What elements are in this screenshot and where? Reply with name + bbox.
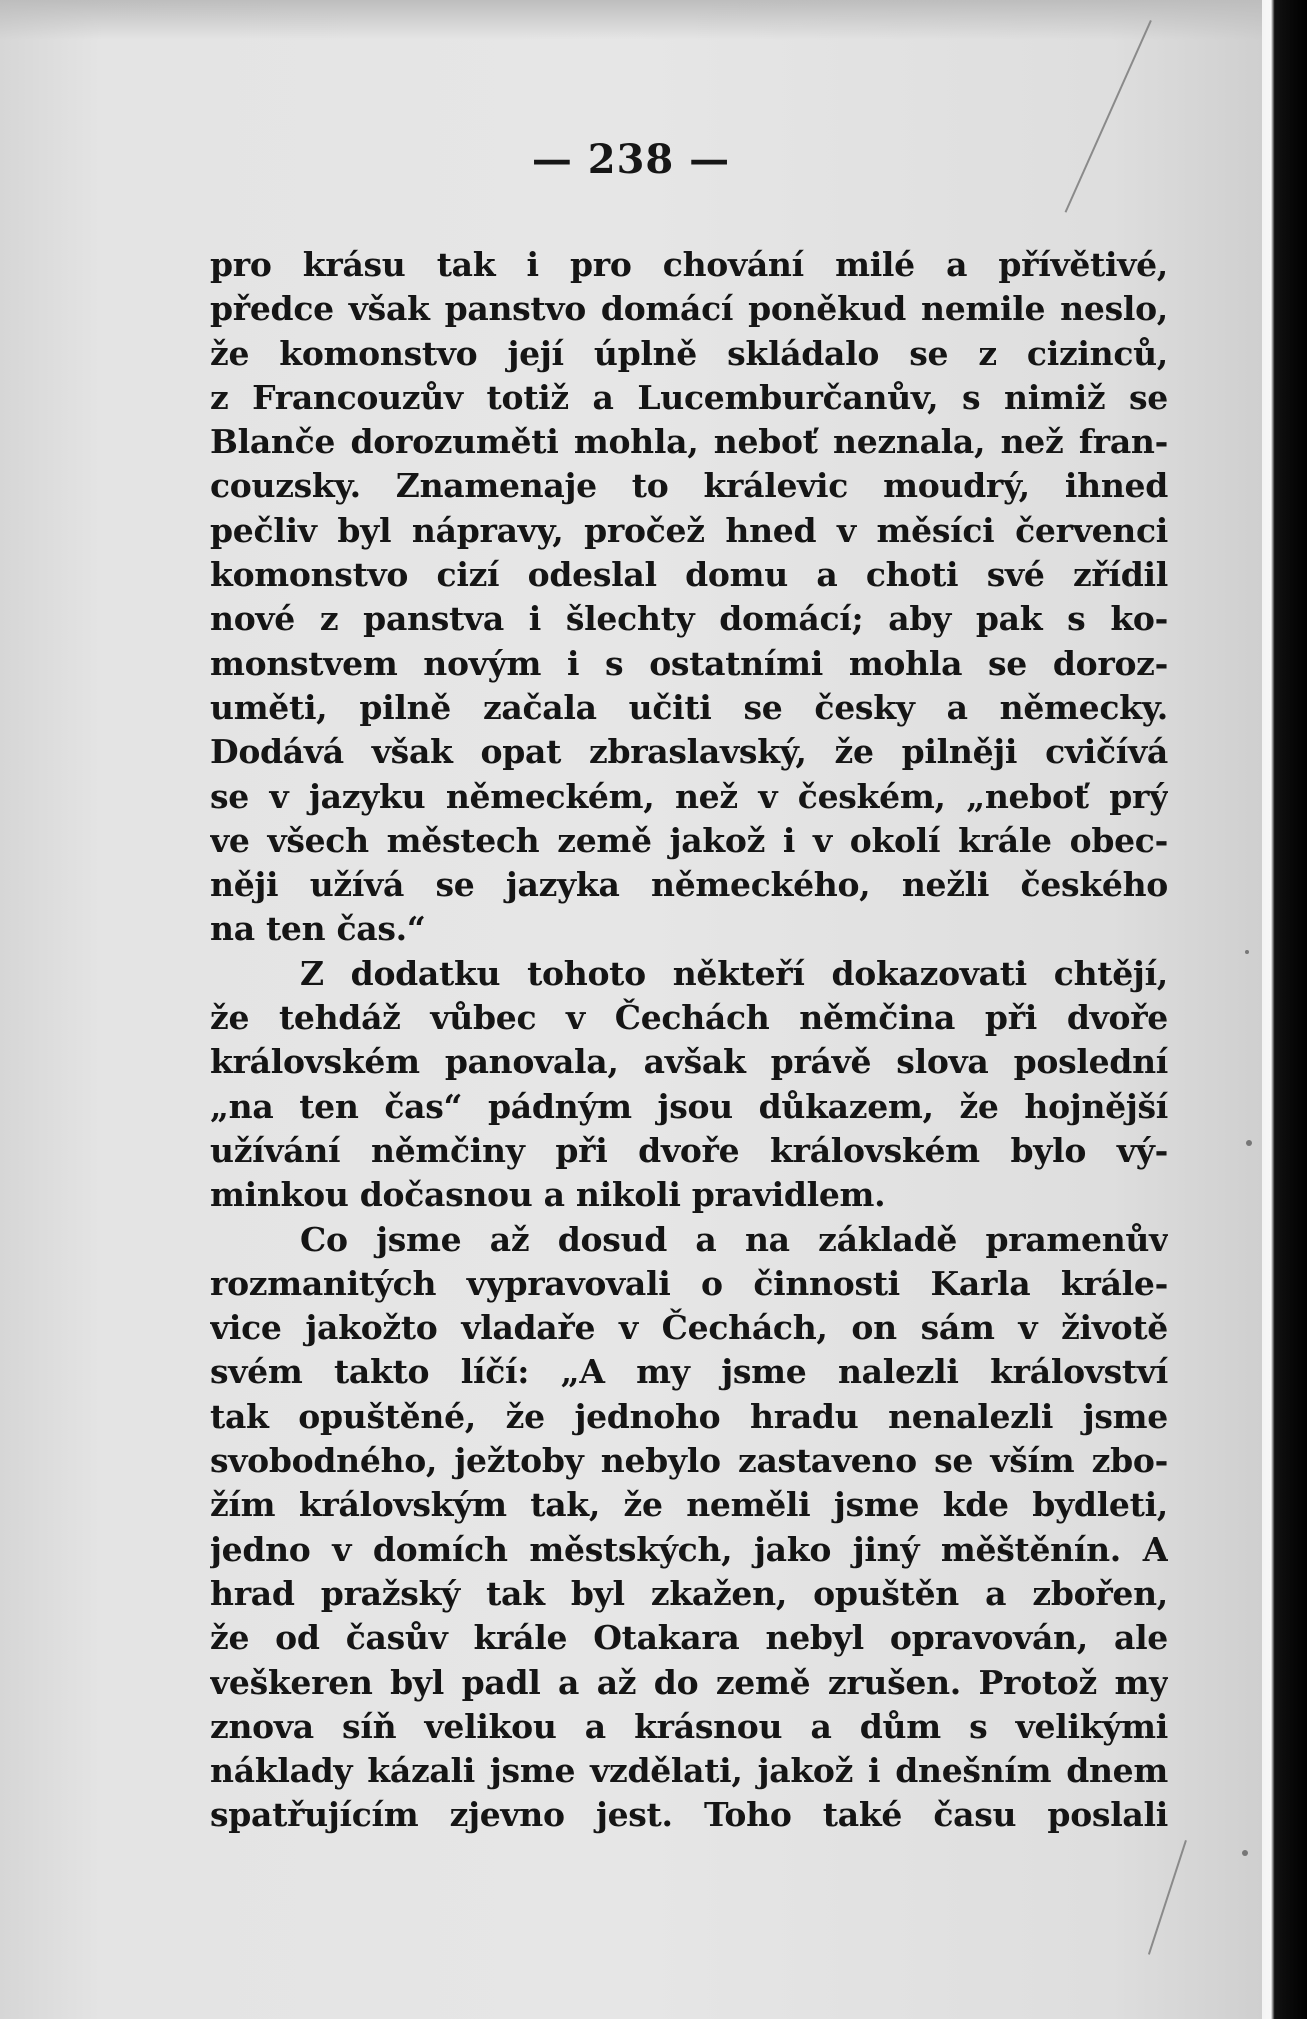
text-line: něji užívá se jazyka německého, nežli českého xyxy=(210,865,1168,905)
text-line: uměti, pilně začala učiti se česky a německy. xyxy=(210,687,1168,727)
text-line: hrad pražský tak byl zkažen, opuštěn a zbořen, xyxy=(210,1573,1168,1613)
text-line: spatřujícím zjevno jest. Toho také času poslali xyxy=(210,1795,1168,1835)
text-line: Blanče dorozuměti mohla, neboť neznala, než fran- xyxy=(210,422,1168,462)
text-line: pečliv byl nápravy, pročež hned v měsíci červenci xyxy=(210,510,1168,550)
text-line: že tehdáž vůbec v Čechách němčina při dvoře xyxy=(210,998,1168,1038)
speck xyxy=(1242,1850,1248,1856)
text-line: couzsky. Znamenaje to králevic moudrý, ihned xyxy=(210,466,1168,506)
top-shadow xyxy=(0,0,1262,40)
text-line: tak opuštěné, že jednoho hradu nenalezli jsme xyxy=(210,1396,1168,1436)
body-text xyxy=(210,243,1168,1838)
text-line: pro krásu tak i pro chování milé a přívětivé, xyxy=(210,245,1168,284)
text-line: komonstvo cizí odeslal domu a choti své zřídil xyxy=(210,555,1168,595)
speck xyxy=(1245,950,1249,954)
text-line: „na ten čas“ pádným jsou důkazem, že hojnější xyxy=(210,1086,1168,1126)
text-line: minkou dočasnou a nikoli pravidlem. xyxy=(210,1175,886,1215)
text-line: svém takto líčí: „A my jsme nalezli království xyxy=(210,1352,1168,1392)
text-line: z Francouzův totiž a Lucemburčanův, s nimiž se xyxy=(210,377,1168,417)
text-line: na ten čas.“ xyxy=(210,909,426,949)
scratch-mark xyxy=(1065,20,1152,213)
text-line: monstvem novým i s ostatními mohla se doroz- xyxy=(210,643,1168,683)
text-line: že od časův krále Otakara nebyl opravován, ale xyxy=(210,1618,1168,1658)
text-line: svobodného, ježtoby nebylo zastaveno se vším zbo- xyxy=(210,1441,1168,1481)
text-line: rozmanitých vypravovali o činnosti Karla krále- xyxy=(210,1263,1168,1303)
text-line: znova síň velikou a krásnou a dům s velikými xyxy=(210,1706,1168,1746)
text-line: že komonstvo její úplně skládalo se z cizinců, xyxy=(210,333,1168,373)
text-line: předce však panstvo domácí poněkud nemile neslo, xyxy=(210,289,1168,329)
text-line: královském panovala, avšak právě slova poslední xyxy=(210,1042,1168,1082)
text-line: Z dodatku tohoto někteří dokazovati chtějí, xyxy=(300,953,1168,993)
text-line: Dodává však opat zbraslavský, že pilněji cvičívá xyxy=(210,732,1168,772)
page-edge-shadow xyxy=(1262,0,1307,2019)
text-line: žím královským tak, že neměli jsme kde bydleti, xyxy=(210,1485,1168,1525)
text-line: se v jazyku německém, než v českém, „neboť prý xyxy=(210,776,1168,816)
page-number: — 238 — xyxy=(531,136,731,183)
speck xyxy=(1246,1140,1252,1146)
text-line: jedno v domích městských, jako jiný měštěnín. A xyxy=(210,1529,1168,1569)
scratch-mark xyxy=(1148,1840,1187,1955)
text-line: Co jsme až dosud a na základě pramenův xyxy=(300,1219,1168,1259)
text-line: užívání němčiny při dvoře královském bylo vý- xyxy=(210,1130,1168,1170)
text-line: náklady kázali jsme vzdělati, jakož i dnešním dnem xyxy=(210,1751,1168,1791)
text-line: nové z panstva i šlechty domácí; aby pak s ko- xyxy=(210,599,1168,639)
text-line: veškeren byl padl a až do země zrušen. Protož my xyxy=(210,1662,1168,1702)
text-line: ve všech městech země jakož i v okolí krále obec- xyxy=(210,820,1168,860)
text-line: vice jakožto vladaře v Čechách, on sám v životě xyxy=(210,1308,1168,1348)
